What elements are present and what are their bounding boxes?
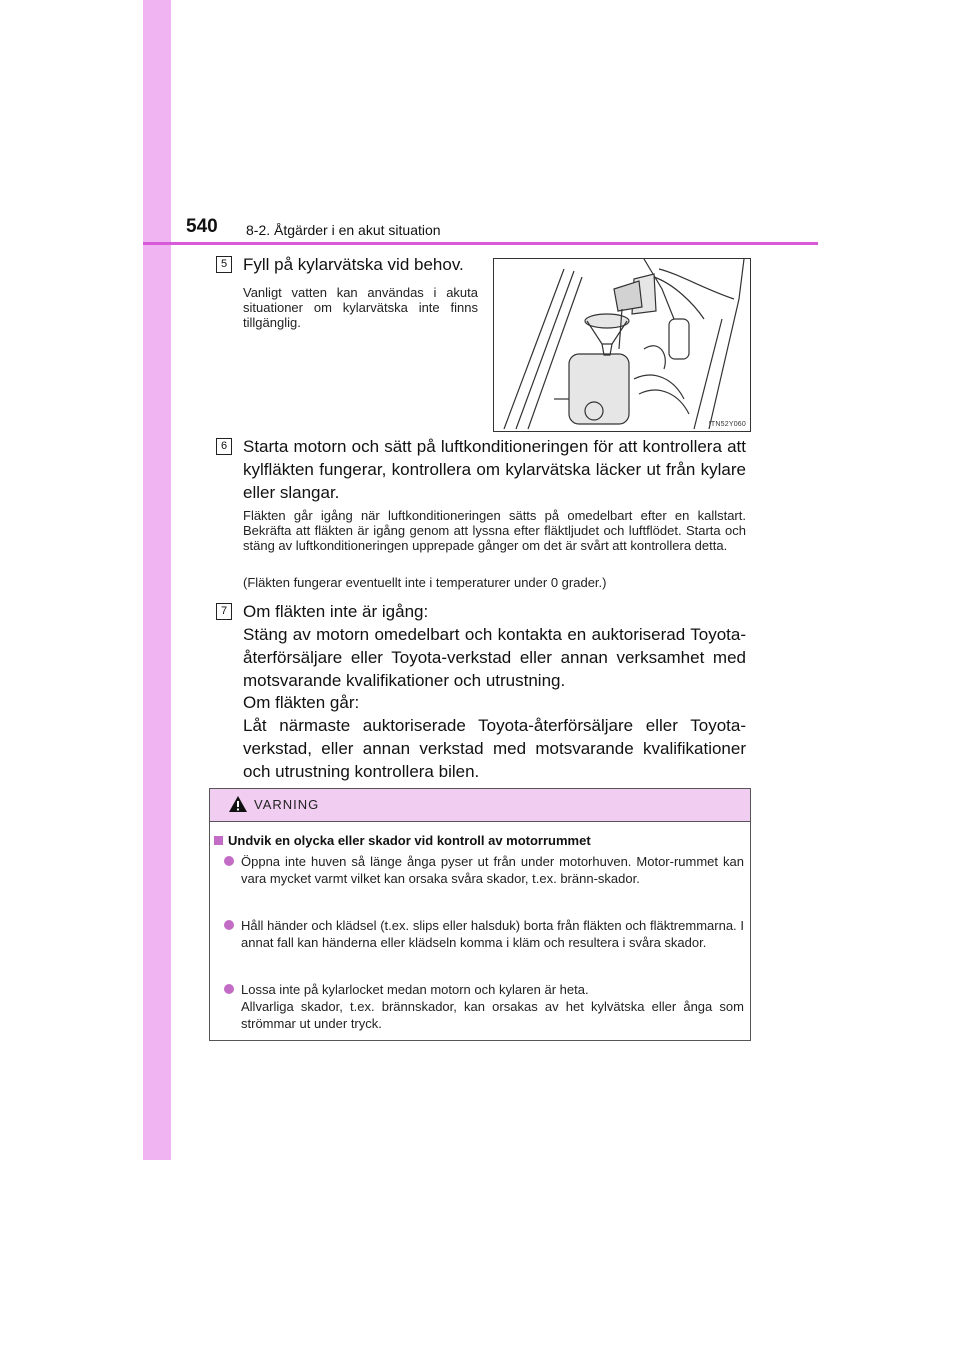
warning-bullet-3-line2: Allvarliga skador, t.ex. brännskador, kan orsakas av het kylvätska eller ånga som strömmar ut under tryck. (241, 999, 744, 1031)
warning-subtitle-text: Undvik en olycka eller skador vid kontroll av motorrummet (228, 833, 591, 848)
square-bullet-icon (214, 836, 223, 845)
chapter-sidebar (143, 0, 171, 1160)
warning-header (210, 789, 750, 822)
warning-bullet-3-line1: Lossa inte på kylarlocket medan motorn och kylaren är heta. (241, 982, 589, 997)
section-title: 8-2. Åtgärder i en akut situation (246, 222, 441, 238)
step-6-title: Starta motorn och sätt på luftkonditioneringen för att kontrollera att kylfläkten fungerar, kontrollera om kylarvätska läcker ut från kylare eller slangar. (243, 437, 746, 502)
page-number: 540 (186, 216, 218, 237)
step-7-para1: Stäng av motorn omedelbart och kontakta en auktoriserad Toyota-återförsäljare eller Toyota-verkstad eller annan verksamhet med motsvarande kvalifikationer och utrustning. (243, 625, 746, 690)
step-7-para2: Låt närmaste auktoriserade Toyota-återförsäljare eller Toyota-verkstad, eller annan verkstad med motsvarande kvalifikationer och utrustning kontrollera bilen. (243, 716, 746, 781)
step-number-7: 7 (216, 603, 232, 620)
step-7-line2: Om fläkten går: (243, 693, 360, 712)
header-rule (143, 242, 818, 245)
step-6-body: Fläkten går igång när luftkonditioneringen sätts på omedelbart efter en kallstart. Bekräfta att fläkten är igång genom att lyssna efter fläktljudet och luftflödet. Starta och stäng av luftkonditioneringen upprepade gånger om det är svårt att kontrollera detta. (243, 508, 746, 553)
step-5-body: Vanligt vatten kan användas i akuta situationer om kylarvätska inte finns tillgänglig. (243, 285, 478, 330)
warning-triangle-icon (228, 795, 248, 813)
figure-code: ITN52Y060 (708, 421, 746, 428)
warning-bullet-2 (224, 917, 744, 951)
coolant-fill-illustration (493, 258, 751, 432)
step-6-note: (Fläkten fungerar eventuellt inte i temperaturer under 0 grader.) (243, 575, 607, 590)
warning-title: VARNING (254, 797, 320, 812)
warning-bullet-2-text: Håll händer och klädsel (t.ex. slips eller halsduk) borta från fläkten och fläktremmarna. I annat fall kan händerna eller klädseln komma i kläm och resultera i svåra skador. (241, 918, 744, 950)
step-7-line1: Om fläkten inte är igång: (243, 602, 429, 621)
warning-bullet-3 (224, 981, 744, 1032)
bullet-dot-icon (224, 920, 234, 930)
warning-subtitle (214, 833, 591, 848)
warning-bullet-1 (224, 853, 744, 887)
engine-bay-drawing (494, 259, 750, 431)
warning-bullet-1-text: Öppna inte huven så länge ånga pyser ut från under motorhuven. Motor-rummet kan vara mycket varmt vilket kan orsaka svåra skador, t.ex. bränn-skador. (241, 854, 744, 886)
step-5-title: Fyll på kylarvätska vid behov. (243, 255, 464, 274)
step-number-5: 5 (216, 256, 232, 273)
step-number-6: 6 (216, 438, 232, 455)
warning-box (209, 788, 751, 1041)
bullet-dot-icon (224, 856, 234, 866)
bullet-dot-icon (224, 984, 234, 994)
